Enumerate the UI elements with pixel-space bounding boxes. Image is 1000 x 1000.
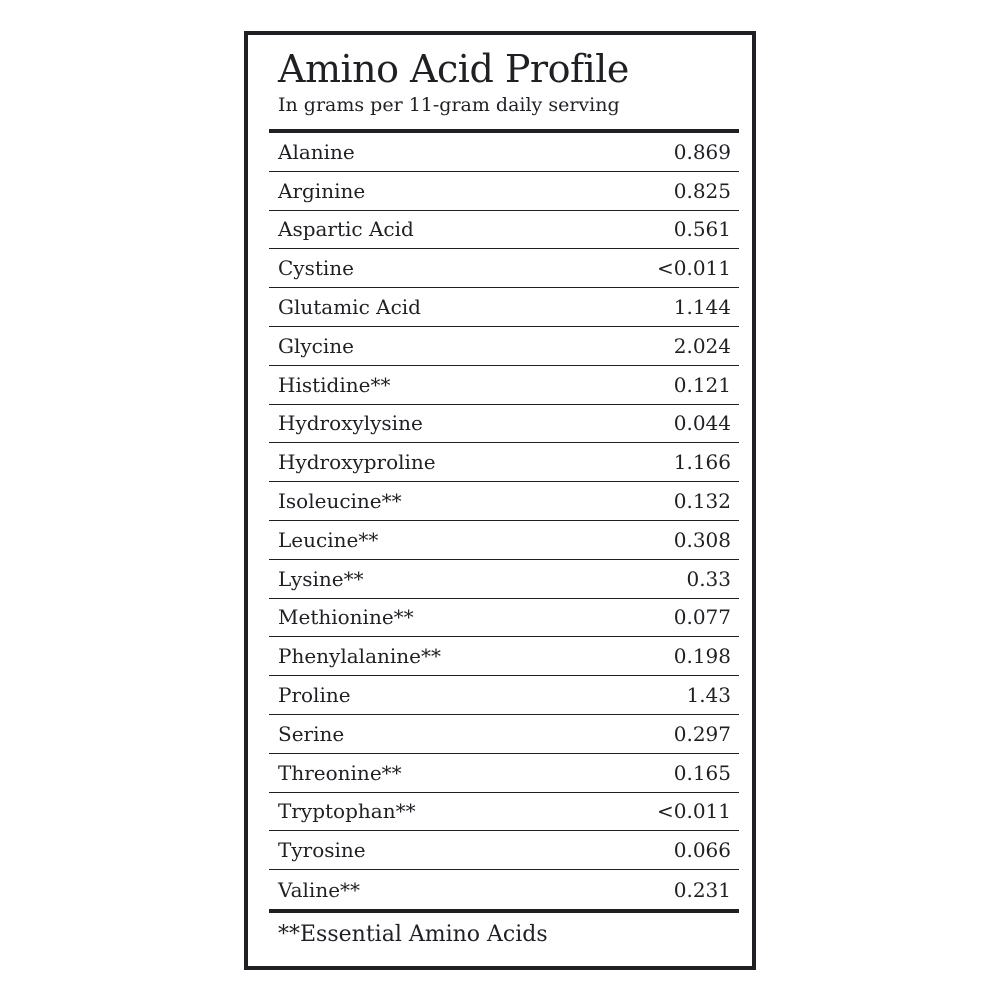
amino-acid-amount: 0.077 [673,605,731,630]
amino-acid-name: Isoleucine** [278,489,402,514]
table-row [269,211,739,250]
amino-acid-amount: 0.121 [673,372,731,397]
amino-acid-amount: 0.561 [673,217,731,242]
amino-acid-name: Threonine** [278,760,402,785]
table-row [269,327,739,366]
table-row [269,172,739,211]
table-row [269,870,739,909]
table-row [269,831,739,870]
amino-acid-label [244,31,756,970]
amino-acid-amount: <0.011 [656,256,731,281]
table-row [269,676,739,715]
amino-acid-name: Hydroxyproline [278,450,436,475]
amino-acid-name: Cystine [278,256,355,281]
table-row [269,715,739,754]
amino-acid-name: Alanine [278,139,355,164]
amino-acid-name: Leucine** [278,527,379,552]
amino-acid-amount: 0.869 [673,139,731,164]
amino-acid-amount: 0.066 [673,838,731,863]
table-row [269,249,739,288]
amino-acid-name: Hydroxylysine [278,411,423,436]
amino-acid-amount: 0.198 [673,644,731,669]
amino-acid-name: Arginine [278,178,366,203]
table-row [269,560,739,599]
amino-acid-name: Histidine** [278,372,391,397]
table-row [269,288,739,327]
amino-acid-amount: 0.825 [673,178,731,203]
amino-acid-name: Glutamic Acid [278,295,421,320]
table-row [269,133,739,172]
footnote: **Essential Amino Acids [278,922,548,947]
label-title: Amino Acid Profile [278,47,629,91]
amino-acid-amount: 0.33 [686,566,731,591]
amino-acid-amount: <0.011 [656,799,731,824]
amino-acid-amount: 1.144 [673,295,731,320]
table-row [269,482,739,521]
table-row [269,793,739,832]
amino-acid-amount: 2.024 [673,333,731,358]
amino-acid-name: Lysine** [278,566,364,591]
amino-acid-amount: 0.044 [673,411,731,436]
amino-acid-name: Valine** [278,877,361,902]
amino-acid-name: Serine [278,721,345,746]
table-row [269,366,739,405]
amino-acid-amount: 1.43 [686,683,731,708]
amino-acid-name: Tryptophan** [278,799,416,824]
table-row [269,443,739,482]
label-subtitle: In grams per 11-gram daily serving [278,94,620,116]
amino-acid-name: Glycine [278,333,354,358]
amino-acid-name: Aspartic Acid [278,217,414,242]
amino-acid-amount: 0.165 [673,760,731,785]
amino-acid-amount: 0.231 [673,877,731,902]
bottom-divider [269,909,739,913]
amino-acid-name: Methionine** [278,605,414,630]
amino-acid-amount: 1.166 [673,450,731,475]
table-row [269,521,739,560]
amino-acid-amount: 0.308 [673,527,731,552]
amino-acid-table [269,133,739,909]
table-row [269,637,739,676]
amino-acid-name: Tyrosine [278,838,366,863]
amino-acid-name: Phenylalanine** [278,644,441,669]
amino-acid-amount: 0.132 [673,489,731,514]
table-row [269,599,739,638]
table-row [269,405,739,444]
amino-acid-amount: 0.297 [673,721,731,746]
table-row [269,754,739,793]
amino-acid-name: Proline [278,683,351,708]
